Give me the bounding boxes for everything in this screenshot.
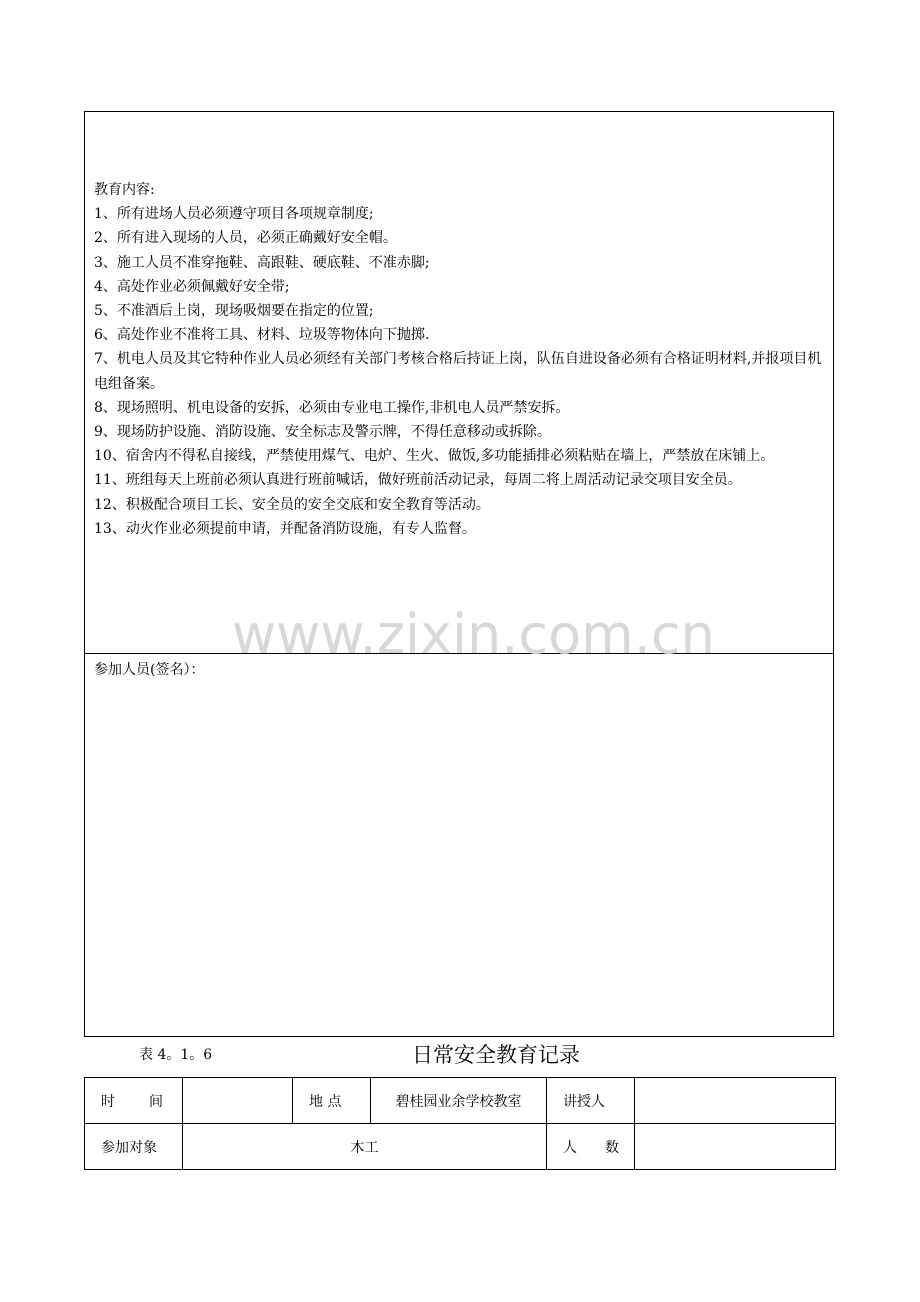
record-info-table — [84, 1077, 836, 1170]
participants-label: 参加对象 — [85, 1124, 183, 1170]
watermark: www.zixin.com.cn — [232, 603, 715, 666]
count-value-cell[interactable] — [635, 1124, 836, 1170]
time-value-cell[interactable] — [183, 1078, 293, 1124]
record-title: 日常安全教育记录 — [412, 1043, 580, 1067]
lecturer-value-cell[interactable] — [635, 1078, 836, 1124]
education-item: 7、机电人员及其它特种作业人员必须经有关部门考核合格后持证上岗，队伍自进设备必须有合格证明材料,并报项目机电组备案。 — [94, 351, 822, 392]
education-heading: 教育内容: — [94, 182, 155, 198]
education-item: 10、宿舍内不得私自接线，严禁使用煤气、电炉、生火、做饭,多功能插排必须粘贴在墙上，严禁放在床铺上。 — [94, 448, 775, 465]
education-item: 11、班组每天上班前必须认真进行班前喊话，做好班前活动记录，每周二将上周活动记录交项目安全员。 — [94, 472, 742, 489]
education-item: 6、高处作业不准将工具、材料、垃圾等物体向下抛掷. — [94, 327, 430, 344]
table-row — [85, 1078, 836, 1124]
signature-label: 参加人员(签名）： — [94, 662, 205, 678]
location-label: 地 点 — [293, 1078, 371, 1124]
education-content-text — [94, 178, 829, 541]
education-item: 9、现场防护设施、消防设施、安全标志及警示牌，不得任意移动或拆除。 — [94, 424, 551, 441]
location-value: 碧桂园业余学校教室 — [371, 1078, 547, 1124]
education-item: 3、施工人员不准穿拖鞋、高跟鞋、硬底鞋、不准赤脚; — [94, 254, 430, 271]
table-row — [85, 1124, 836, 1170]
lecturer-label: 讲授人 — [547, 1078, 635, 1124]
education-item: 1、所有进场人员必须遵守项目各项规章制度; — [94, 206, 374, 223]
education-item: 5、不准酒后上岗，现场吸烟要在指定的位置; — [94, 303, 374, 320]
education-item: 4、高处作业必须佩戴好安全带; — [94, 278, 290, 295]
education-item: 8、现场照明、机电设备的安拆，必须由专业电工操作,非机电人员严禁安拆。 — [94, 399, 570, 416]
record-content-box — [84, 111, 834, 1037]
time-label: 时 间 — [85, 1078, 183, 1124]
participants-value: 木工 — [183, 1124, 547, 1170]
count-label: 人 数 — [547, 1124, 635, 1170]
education-content-section — [85, 112, 833, 654]
table-number: 表 4。1。6 — [139, 1047, 213, 1063]
education-item: 2、所有进入现场的人员，必须正确戴好安全帽。 — [94, 230, 397, 247]
education-item: 12、积极配合项目工长、安全员的安全交底和安全教育等活动。 — [94, 496, 490, 513]
education-item: 13、动火作业必须提前申请，并配备消防设施，有专人监督。 — [94, 520, 476, 537]
